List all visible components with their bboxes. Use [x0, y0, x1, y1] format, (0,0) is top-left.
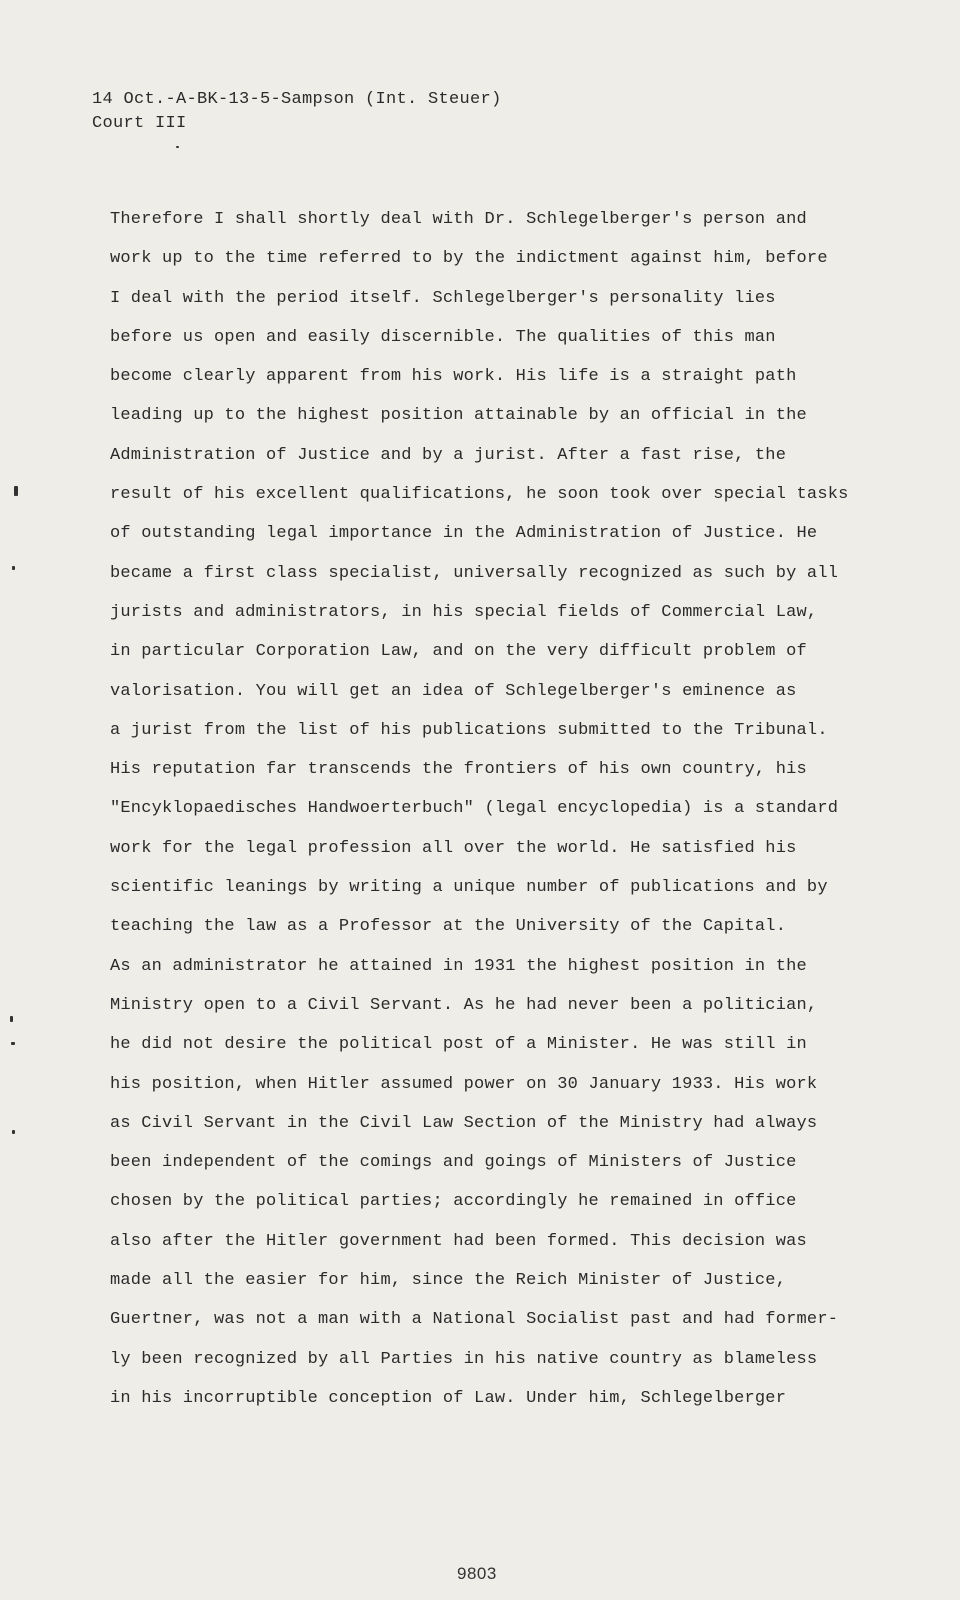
scan-mark [12, 1130, 15, 1134]
text-line: jurists and administrators, in his special fields of Commercial Law, [110, 602, 818, 622]
text-line: teaching the law as a Professor at the University of the Capital. [110, 917, 787, 937]
text-line: leading up to the highest position attainable by an official in the [110, 406, 807, 426]
document-header [92, 88, 502, 136]
text-line: his position, when Hitler assumed power on 30 January 1933. His work [110, 1074, 818, 1094]
text-line: scientific leanings by writing a unique number of publications and by [110, 878, 828, 898]
text-line: been independent of the comings and goings of Ministers of Justice [110, 1153, 797, 1173]
scan-mark [12, 566, 15, 570]
scan-mark [11, 1042, 15, 1045]
text-line: become clearly apparent from his work. His life is a straight path [110, 367, 797, 387]
text-line: before us open and easily discernible. The qualities of this man [110, 327, 776, 347]
text-line: of outstanding legal importance in the Administration of Justice. He [110, 524, 818, 544]
text-line: Guertner, was not a man with a National Socialist past and had former- [110, 1310, 839, 1330]
text-line: in particular Corporation Law, and on the very difficult problem of [110, 642, 807, 662]
text-line: Administration of Justice and by a jurist. After a fast rise, the [110, 445, 787, 465]
text-line: in his incorruptible conception of Law. Under him, Schlegelberger [110, 1388, 787, 1408]
text-line: "Encyklopaedisches Handwoerterbuch" (legal encyclopedia) is a standard [110, 799, 839, 819]
text-line: valorisation. You will get an idea of Schlegelberger's eminence as [110, 681, 797, 701]
text-line: Ministry open to a Civil Servant. As he had never been a politician, [110, 995, 818, 1015]
text-line: work up to the time referred to by the indictment against him, before [110, 249, 828, 269]
header-reference-line: 14 Oct.-A-BK-13-5-Sampson (Int. Steuer) [92, 90, 502, 109]
text-line: he did not desire the political post of a Minister. He was still in [110, 1035, 807, 1055]
scan-mark [14, 486, 18, 496]
text-line: I deal with the period itself. Schlegelberger's personality lies [110, 288, 776, 308]
text-line: result of his excellent qualifications, he soon took over special tasks [110, 485, 849, 505]
text-line: ly been recognized by all Parties in his native country as blameless [110, 1349, 818, 1369]
text-line: His reputation far transcends the frontiers of his own country, his [110, 760, 807, 780]
scan-mark [176, 146, 179, 148]
text-line: made all the easier for him, since the Reich Minister of Justice, [110, 1271, 787, 1291]
header-court-line: Court III [92, 114, 187, 133]
text-line: work for the legal profession all over the world. He satisfied his [110, 838, 797, 858]
scan-mark [10, 1016, 13, 1022]
text-line: As an administrator he attained in 1931 the highest position in the [110, 956, 807, 976]
body-text [110, 200, 870, 1418]
text-line: also after the Hitler government had been formed. This decision was [110, 1231, 807, 1251]
page-number: 9803 [457, 1564, 497, 1583]
text-line: chosen by the political parties; accordingly he remained in office [110, 1192, 797, 1212]
text-line: Therefore I shall shortly deal with Dr. Schlegelberger's person and [110, 210, 807, 229]
text-line: as Civil Servant in the Civil Law Section of the Ministry had always [110, 1113, 818, 1133]
text-line: became a first class specialist, universally recognized as such by all [110, 563, 839, 583]
text-line: a jurist from the list of his publications submitted to the Tribunal. [110, 720, 828, 740]
